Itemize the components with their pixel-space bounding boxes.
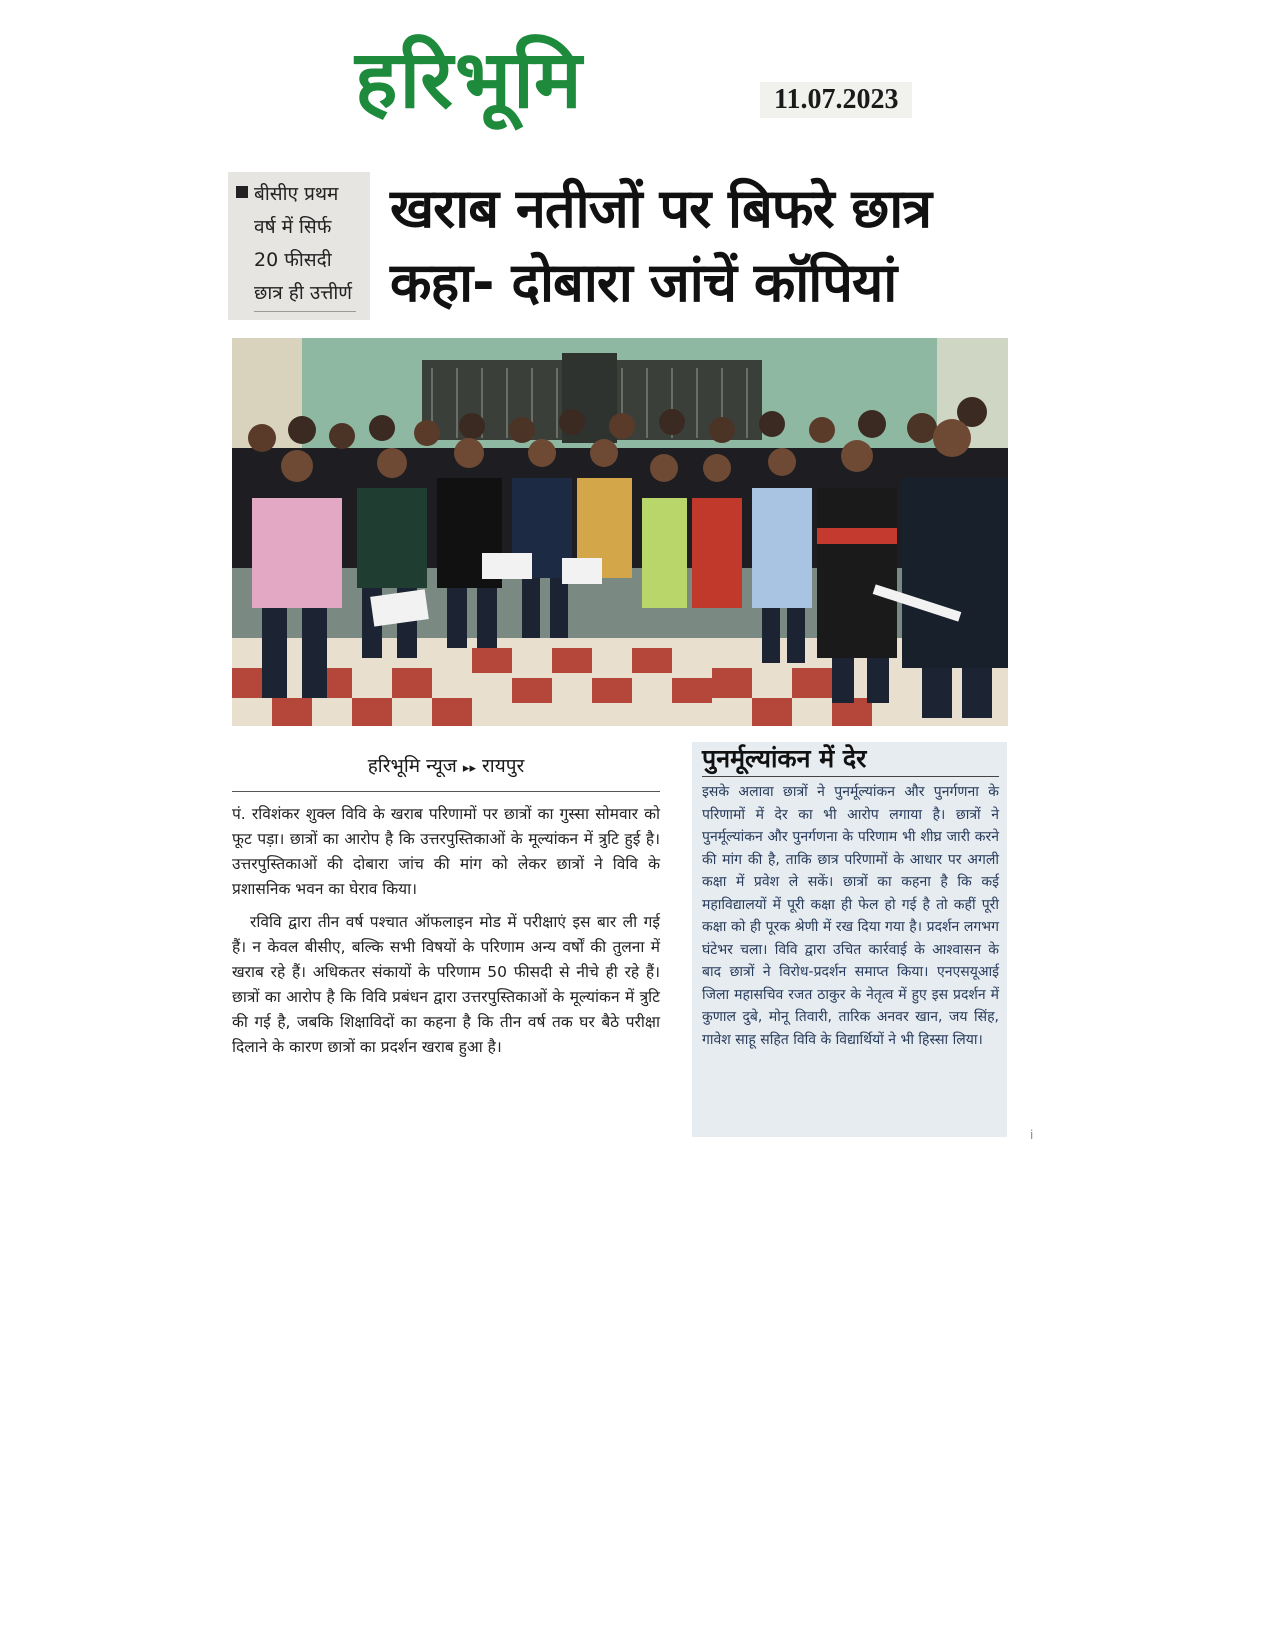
sidebar-paragraph: इसके अलावा छात्रों ने पुनर्मूल्यांकन और पुनर्गणना के परिणामों में देर का भी आरोप लगाया है। छात्रों ने पुनर्मूल्यांकन और पुनर्गणना के परिणाम भी शीघ्र जारी करने की मांग की है, ताकि छात्र परिणामों के आधार पर अगली कक्षा में प्रवेश ले सकें। छात्रों का कहना है कि कई महाविद्यालयों में पूरी कक्षा ही फेल हो गई है तो कहीं पूरी कक्षा को ही पूरक श्रेणी में रख दिया गया है। प्रदर्शन लगभग घंटेभर चला। विवि द्वारा उचित कार्रवाई के आश्वासन के बाद छात्रों ने विरोध-प्रदर्शन समाप्त किया। एनएसयूआई जिला महासचिव रजत ठाकुर के नेतृत्व में हुए इस प्रदर्शन में कुणाल दुबे, मोनू तिवारी, तारिक अनवर खान, जय सिंह, गावेश साहू सहित विवि के विद्यार्थियों ने भी हिस्सा लिया। (702, 784, 999, 1048)
highlight-line: 20 फीसदी (254, 249, 332, 271)
square-bullet-icon (236, 186, 248, 198)
divider (232, 791, 660, 792)
news-photo (232, 338, 1008, 726)
article-paragraph: पं. रविशंकर शुक्ल विवि के खराब परिणामों पर छात्रों का गुस्सा सोमवार को फूट पड़ा। छात्रों का आरोप है कि उत्तरपुस्तिकाओं के मूल्यांकन में त्रुटि हुई है। उत्तरपुस्तिकाओं की दोबारा जांच की मांग को लेकर छात्रों ने विवि के प्रशासनिक भवन का घेराव किया। (232, 805, 660, 898)
headline (390, 172, 1010, 320)
highlight-line: छात्र ही उत्तीर्ण (254, 282, 353, 304)
highlight-line: बीसीए प्रथम (236, 178, 370, 211)
divider (702, 776, 999, 777)
newspaper-logo: हरिभूमि (355, 33, 584, 126)
students-protest-photo (232, 338, 1008, 726)
byline-separator-icon: ▸▸ (462, 761, 476, 776)
byline-location: रायपुर (482, 755, 525, 777)
sidebar-heading: पुनर्मूल्यांकन में देर (702, 744, 867, 773)
publication-date: 11.07.2023 (760, 82, 912, 118)
highlight-box (228, 172, 370, 320)
headline-line-1: खराब नतीजों पर बिफरे छात्र (390, 177, 932, 240)
headline-line-2: कहा- दोबारा जांचें कॉपियां (390, 251, 897, 314)
byline-source: हरिभूमि न्यूज (367, 755, 457, 777)
sidebar-box (692, 742, 1007, 1137)
byline (232, 752, 660, 783)
article-paragraph: रविवि द्वारा तीन वर्ष पश्चात ऑफलाइन मोड में परीक्षाएं इस बार ली गई हैं। न केवल बीसीए, बल्कि सभी विषयों के परिणाम अन्य वर्षों की तुलना में खराब रहे हैं। अधिकतर संकायों के परिणाम 50 फीसदी से नीचे ही रहे हैं। छात्रों का आरोप है कि विवि प्रबंधन द्वारा उत्तरपुस्तिकाओं के मूल्यांकन में त्रुटि की गई है, जबकि शिक्षाविदों का कहना है कि तीन वर्ष तक घर बैठे परीक्षा दिलाने के कारण छात्रों का प्रदर्शन खराब हुआ है। (232, 913, 660, 1056)
stray-mark: i (1030, 1128, 1034, 1142)
divider (254, 311, 356, 312)
highlight-line: वर्ष में सिर्फ (254, 216, 332, 238)
article-column (232, 752, 660, 1068)
